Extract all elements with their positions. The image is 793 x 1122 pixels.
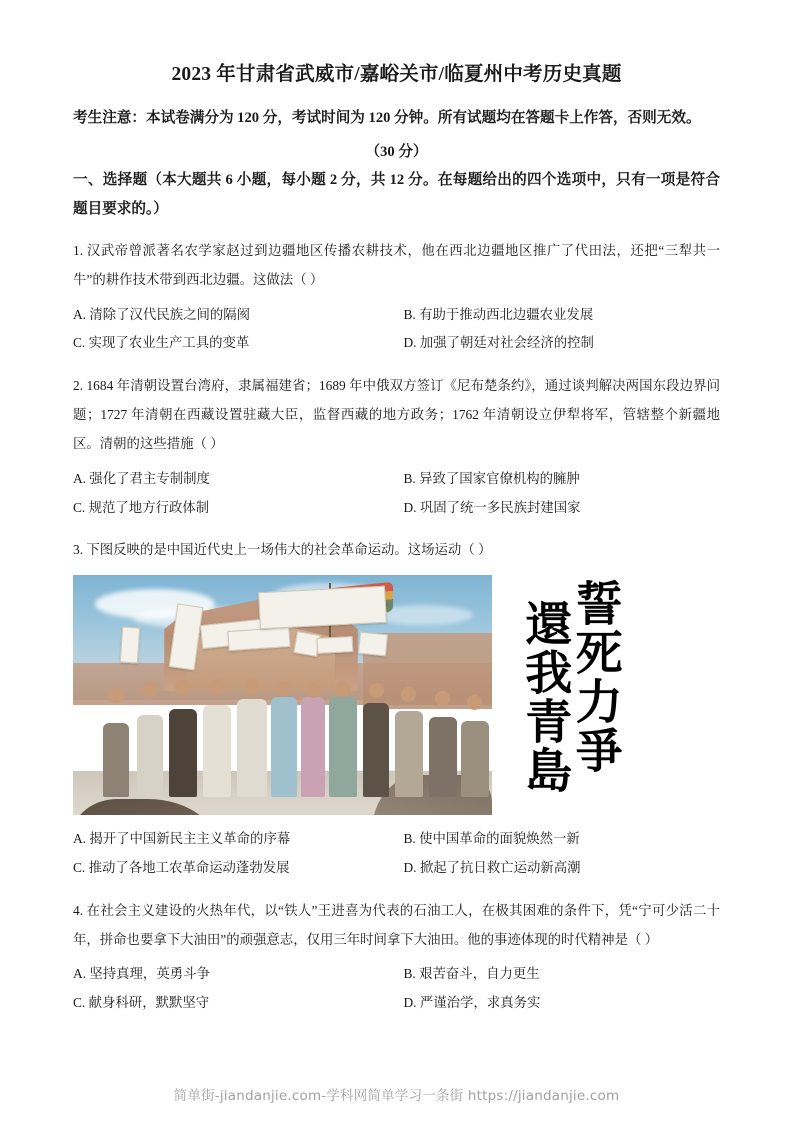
crowd-figure-head — [244, 679, 260, 695]
option-a[interactable]: A. 强化了君主专制制度 — [73, 470, 210, 486]
crowd-figure-head — [369, 683, 384, 698]
question-3 — [73, 536, 720, 882]
question-2 — [73, 372, 720, 522]
option-row — [73, 825, 720, 854]
protest-banner — [120, 627, 140, 664]
question-stem: 2. 1684 年清朝设置台湾府，隶属福建省；1689 年中俄双方签订《尼布楚条约》，通过谈判解决两国东段边界问题；1727 年清朝在西藏设置驻藏大臣，监督西藏的地方政务；1762 年清朝设立伊犁将军，管辖整个新疆地区。清朝的这些措施（ ） — [73, 378, 720, 451]
question-options — [73, 301, 720, 359]
option-b[interactable]: B. 有助于推动西北边疆农业发展 — [403, 306, 594, 322]
option-b[interactable]: B. 异致了国家官僚机构的臃肿 — [403, 470, 580, 486]
crowd-figure-head — [335, 681, 351, 697]
option-c[interactable]: C. 推动了各地工农革命运动蓬勃发展 — [73, 859, 290, 875]
page-title: 2023 年甘肃省武威市/嘉峪关市/临夏州中考历史真题 — [171, 64, 622, 85]
crowd-figure — [103, 723, 129, 797]
option-row — [73, 960, 720, 989]
crowd-figure-woman-pink — [301, 697, 325, 797]
crowd-figure — [363, 703, 389, 797]
question-options — [73, 960, 720, 1018]
option-d[interactable]: D. 掀起了抗日救亡运动新高潮 — [403, 859, 581, 875]
question-3-figure — [73, 575, 720, 815]
crowd-figure — [137, 715, 163, 797]
question-stem: 1. 汉武帝曾派著名农学家赵过到边疆地区传播农耕技术，他在西北边疆地区推广了代田法，还把“三犁共一牛”的耕作技术带到西北边疆。这做法（ ） — [73, 243, 720, 287]
calligraphy-slogan — [517, 575, 623, 796]
option-b[interactable]: B. 使中国革命的面貌焕然一新 — [403, 831, 580, 847]
option-c[interactable]: C. 献身科研，默默坚守 — [73, 995, 210, 1011]
exam-notice: 考生注意：本试卷满分为 120 分，考试时间为 120 分钟。所有试题均在答题卡上作答，否则无效。 — [73, 110, 701, 127]
option-row — [73, 989, 720, 1018]
option-a[interactable]: A. 坚持真理，英勇斗争 — [73, 966, 210, 982]
page-footer-watermark: 简单街-jiandanjie.com-学科网简单学习一条街 https://jiandanjie.com — [173, 1088, 620, 1104]
crowd-figure — [429, 717, 457, 797]
option-d[interactable]: D. 巩固了统一多民族封建国家 — [403, 499, 581, 515]
option-row — [73, 494, 720, 523]
option-row — [73, 854, 720, 883]
section-heading-multiple-choice: 一、选择题（本大题共 6 小题，每小题 2 分，共 12 分。在每题给出的四个选项中，只有一项是符合题目要求的。） — [73, 172, 720, 217]
option-a[interactable]: A. 清除了汉代民族之间的隔阂 — [73, 306, 251, 322]
option-c[interactable]: C. 实现了农业生产工具的变革 — [73, 335, 250, 351]
crowd-figure — [203, 705, 231, 797]
crowd-figure-head — [306, 683, 321, 698]
crowd-figure-woman-blue — [271, 697, 297, 797]
may-fourth-movement-painting — [73, 575, 492, 815]
question-stem: 3. 下图反映的是中国近代史上一场伟大的社会革命运动。这场运动（ ） — [73, 542, 492, 558]
crowd-figure — [395, 711, 423, 797]
crowd-figure-head — [108, 687, 124, 703]
crowd-figure-head — [401, 687, 416, 702]
crowd-figure-head — [209, 679, 225, 695]
question-options — [73, 465, 720, 523]
calligraphy-column-left: 還我青島 — [517, 599, 573, 796]
question-1 — [73, 237, 720, 358]
option-d[interactable]: D. 加强了朝廷对社会经济的控制 — [403, 335, 594, 351]
question-stem: 4. 在社会主义建设的火热年代，以“铁人”王进喜为代表的石油工人，在极其困难的条件下，凭“宁可少活二十年，拼命也要拿下大油田”的顽强意志，仅用三年时间拿下大油田。他的事迹体现的时代精神是（ ） — [73, 902, 720, 947]
crowd-figure-head — [276, 681, 291, 696]
option-b[interactable]: B. 艰苦奋斗，自力更生 — [403, 966, 540, 982]
crowd-figure — [169, 709, 197, 797]
crowd-figure — [237, 699, 267, 797]
question-4 — [73, 897, 720, 1018]
question-options — [73, 825, 720, 883]
protest-banner — [358, 632, 388, 657]
total-score-label: （30 分） — [365, 143, 428, 160]
crowd-figure-head — [435, 691, 450, 706]
crowd-figure-head — [175, 679, 191, 695]
calligraphy-column-right: 誓死力爭 — [567, 579, 623, 776]
crowd-figure-head — [142, 681, 158, 697]
option-c[interactable]: C. 规范了地方行政体制 — [73, 499, 210, 515]
option-row — [73, 329, 720, 358]
crowd-figure — [329, 697, 357, 797]
crowd-figure — [461, 721, 489, 797]
option-d[interactable]: D. 严谨治学，求真务实 — [403, 995, 541, 1011]
option-row — [73, 301, 720, 330]
protest-banner — [317, 636, 354, 654]
protest-crowd — [73, 679, 492, 797]
option-row — [73, 465, 720, 494]
option-a[interactable]: A. 揭开了中国新民主主义革命的序幕 — [73, 831, 291, 847]
crowd-figure-head — [467, 695, 482, 710]
protest-banner-main — [258, 586, 387, 630]
